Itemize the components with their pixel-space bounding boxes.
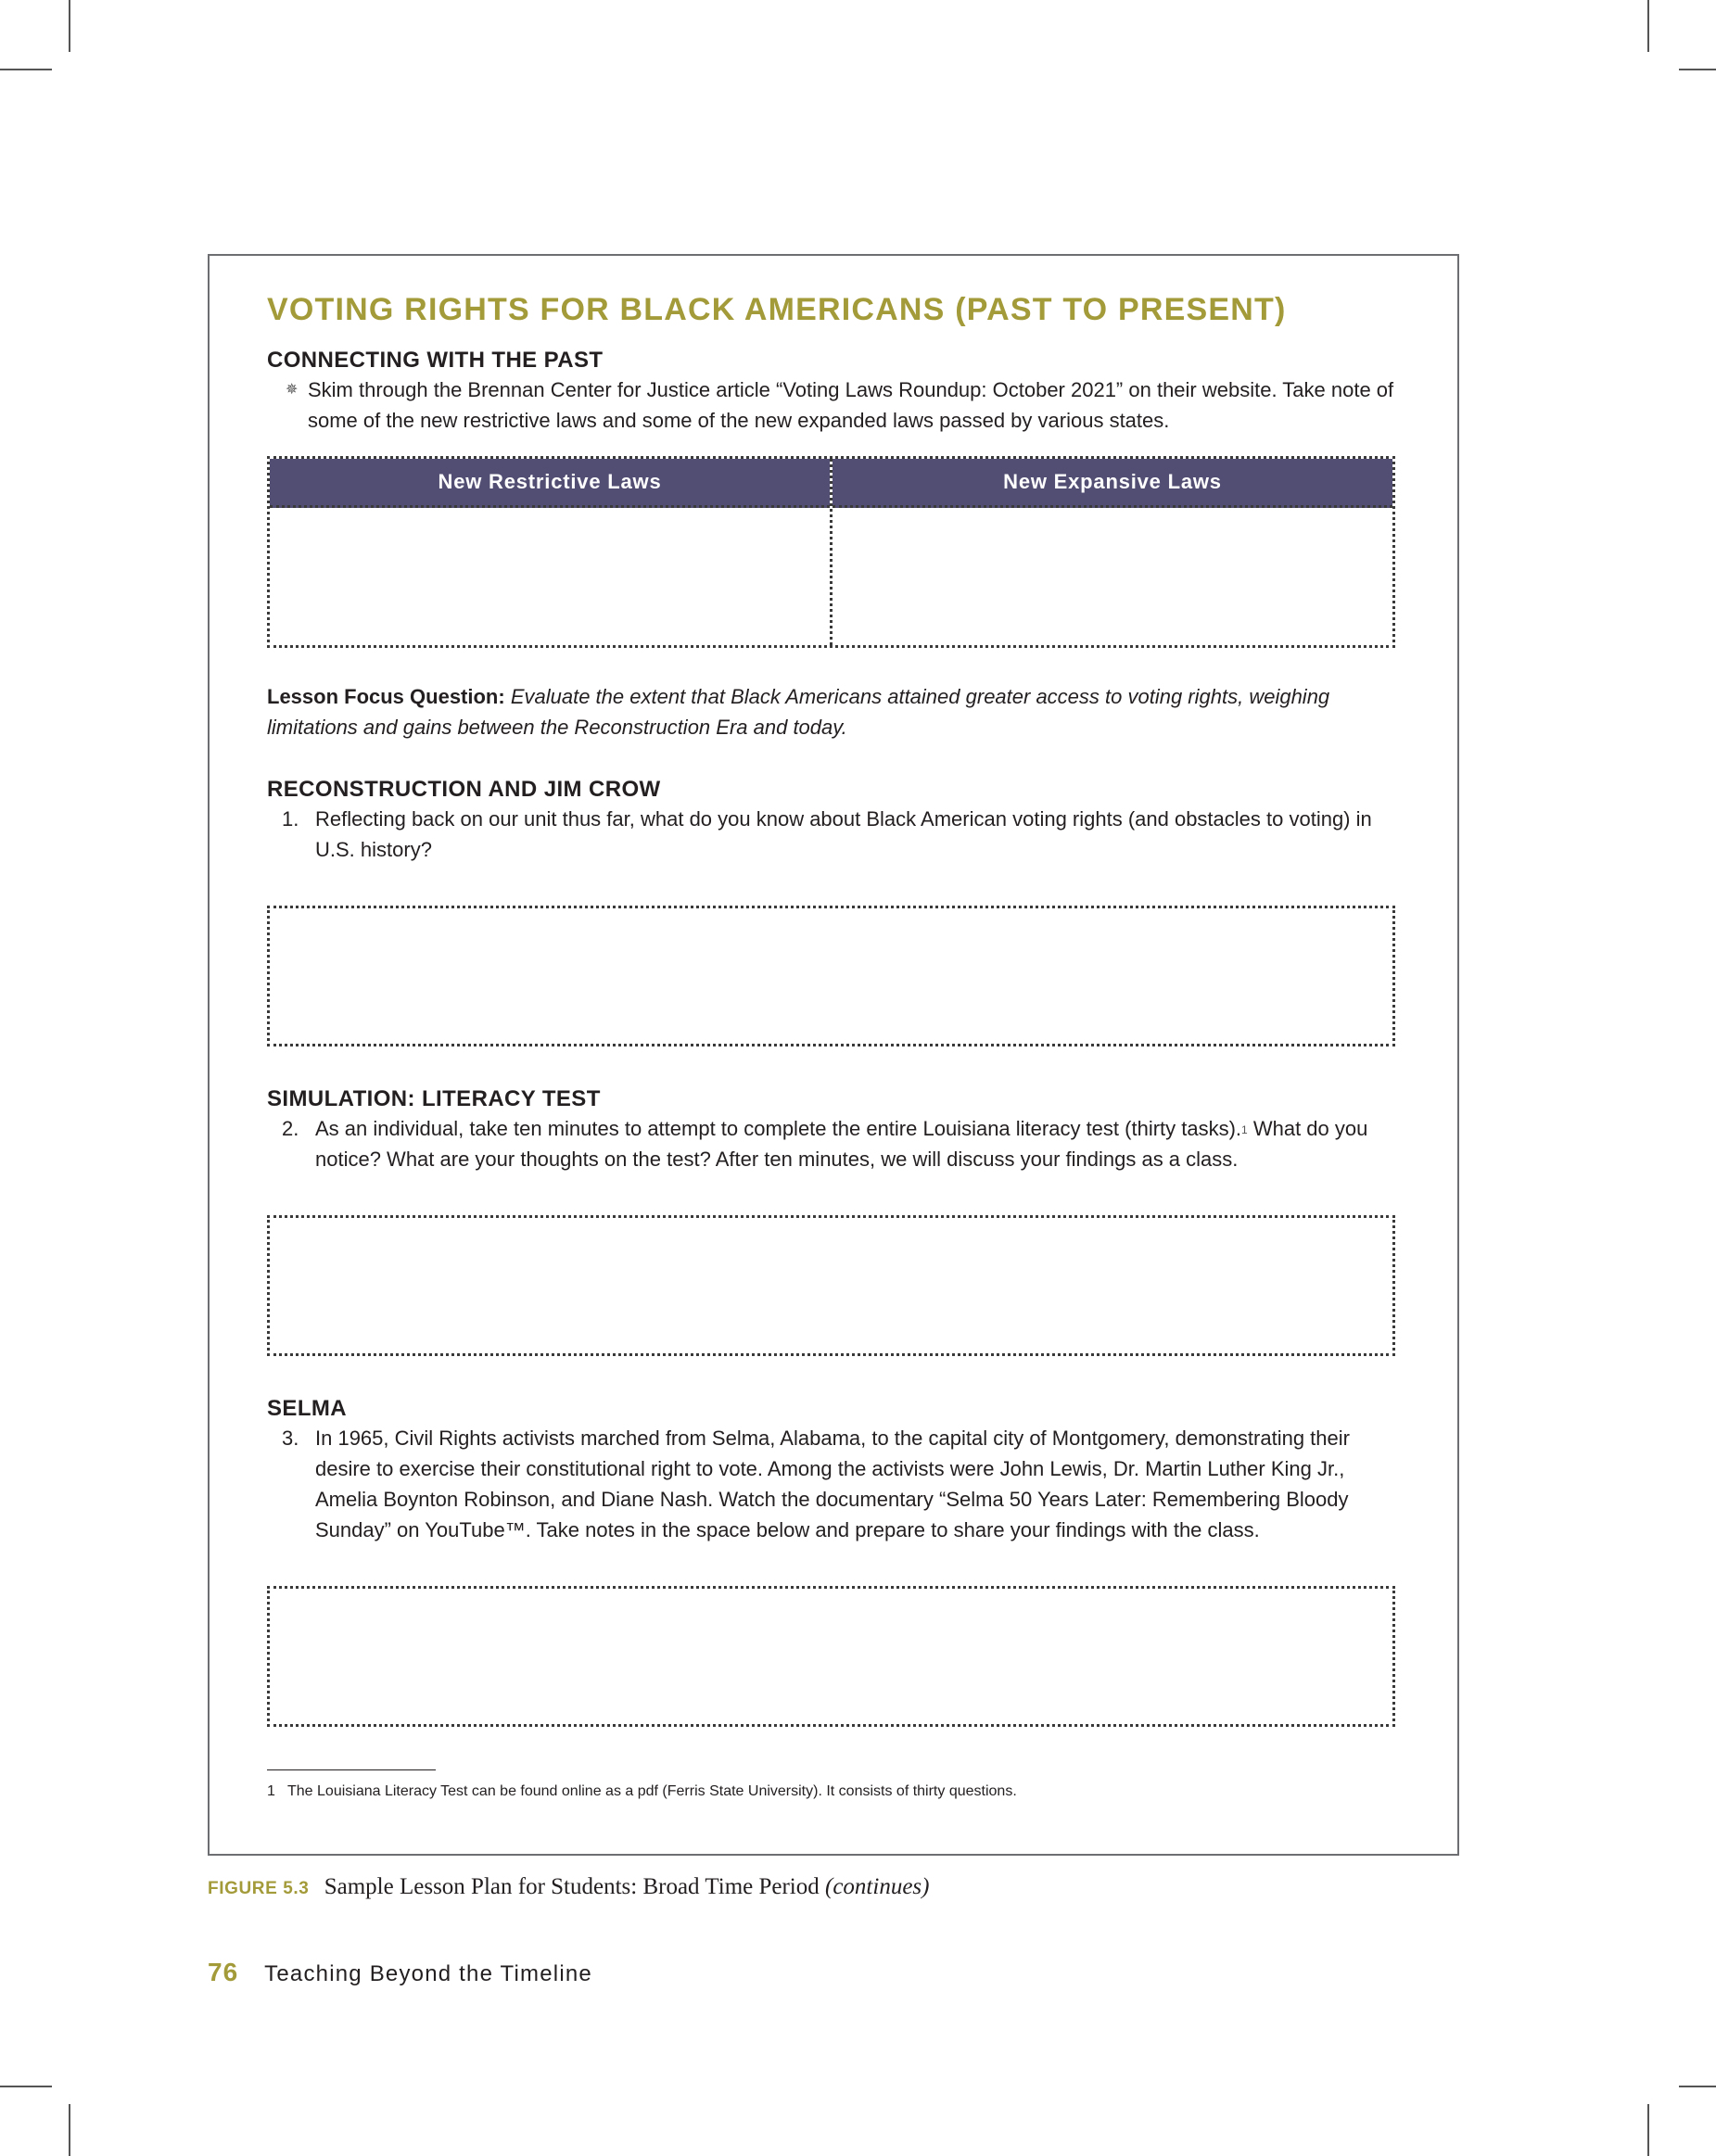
focus-label: Lesson Focus Question: [267,685,505,708]
asterisk-bullet-icon: ✵ [286,382,299,398]
footnote-reference: 1 [1241,1123,1248,1136]
focus-text: Evaluate the extent that Black Americans attained greater access to voting rights, weighing limitations and gains between the Reconstruction Era and today. [267,685,1330,739]
selma-section [267,1395,1398,1727]
question-text: In 1965, Civil Rights activists marched from Selma, Alabama, to the capital city of Montgomery, demonstrating their desire to exercise their constitutional right to vote. Among the activists were John Lewis, Dr. Martin Luther King Jr., Amelia Boynton Robinson, and Diane Nash. Watch the documentary “Selma 50 Years Later: Remembering Bloody Sunday” on YouTube™. Take notes in the space below and prepare to share your findings with the class. [315,1427,1350,1541]
restrictive-laws-column [270,459,830,645]
lesson-focus-question [267,681,1398,742]
footnote-number: 1 [267,1783,275,1799]
crop-mark [1647,0,1649,52]
caption-continues: (continues) [825,1874,930,1899]
bullet-text: Skim through the Brennan Center for Justice article “Voting Laws Roundup: October 2021” on their website. Take note of some of the new restrictive laws and some of the new expanded laws passed by various states. [308,378,1394,432]
laws-table [267,456,1395,648]
crop-mark [69,0,70,52]
worksheet-frame [208,254,1459,1856]
question-number: 1. [282,807,299,831]
expansive-laws-column [830,459,1392,645]
question-text-part: What do you notice? What are your thoughts on the test? After ten minutes, we will discuss your findings as a class. [315,1117,1368,1171]
answer-box[interactable] [267,906,1395,1046]
bullet-item [267,374,1398,436]
figure-caption [208,1874,929,1900]
connecting-section [267,347,1398,436]
worksheet-title: VOTING RIGHTS FOR BLACK AMERICANS (PAST TO PRESENT) [267,292,1287,327]
literacy-test-section [267,1085,1398,1356]
question-text: Reflecting back on our unit thus far, what do you know about Black American voting rights (and obstacles to voting) in U.S. history? [315,807,1372,861]
question-item [267,1113,1398,1174]
question-text [315,1113,1398,1174]
running-title: Teaching Beyond the Timeline [264,1961,592,1986]
crop-mark [69,2104,70,2156]
crop-mark [1679,2086,1716,2087]
footnote [267,1782,1398,1802]
page-footer [208,1958,592,1987]
reconstruction-section [267,776,1398,1046]
question-text-part: As an individual, take ten minutes to attempt to complete the entire Louisiana literacy test (thirty tasks). [315,1117,1242,1140]
worksheet-content [267,291,1398,1802]
section-heading: SIMULATION: LITERACY TEST [267,1086,601,1111]
restrictive-laws-cell[interactable] [270,508,830,645]
question-number: 3. [282,1427,299,1450]
crop-mark [1679,69,1716,70]
footnote-text: The Louisiana Literacy Test can be found online as a pdf (Ferris State University). It consists of thirty questions. [287,1783,1017,1799]
footnote-divider [267,1769,436,1770]
page-number: 76 [208,1958,239,1986]
question-item [267,1423,1398,1545]
section-heading: RECONSTRUCTION AND JIM CROW [267,777,661,802]
answer-box[interactable] [267,1215,1395,1356]
crop-mark [1647,2104,1649,2156]
figure-label: FIGURE 5.3 [208,1879,310,1898]
crop-mark [0,69,52,70]
table-column-header: New Restrictive Laws [270,459,830,508]
table-column-header: New Expansive Laws [833,459,1392,508]
question-item [267,804,1398,865]
answer-box[interactable] [267,1586,1395,1727]
section-heading: CONNECTING WITH THE PAST [267,348,604,373]
section-heading: SELMA [267,1396,347,1421]
expansive-laws-cell[interactable] [833,508,1392,645]
caption-text: Sample Lesson Plan for Students: Broad Time Period [324,1874,820,1899]
question-number: 2. [282,1117,299,1140]
crop-mark [0,2086,52,2087]
